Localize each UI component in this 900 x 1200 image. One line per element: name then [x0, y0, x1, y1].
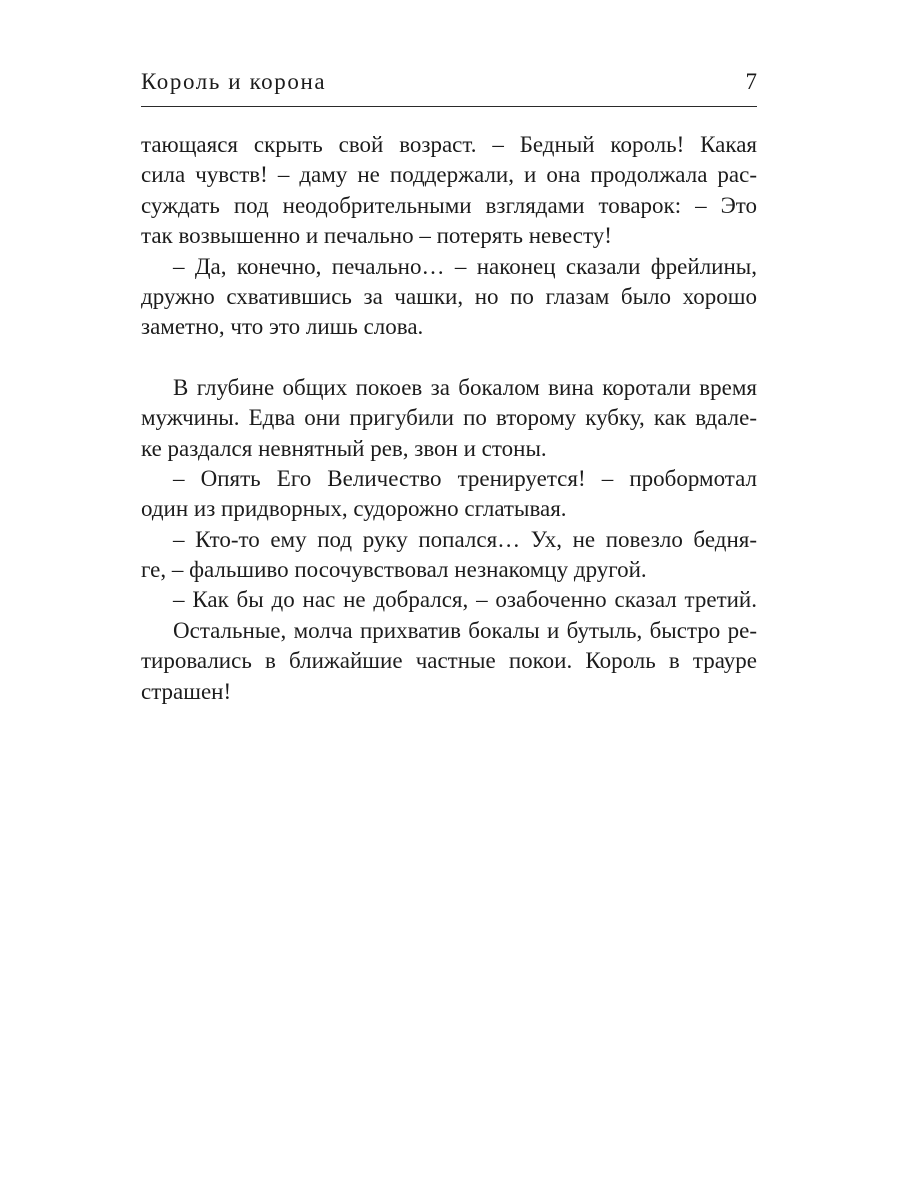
- paragraph-1: [141, 130, 757, 252]
- text-line: сила чувств! – даму не поддержали, и она продолжала рас-: [141, 162, 757, 188]
- paragraph-6: [141, 585, 757, 615]
- paragraph-5: [141, 525, 757, 586]
- text-line: – Как бы до нас не добрался, – озабоченно сказал третий.: [173, 587, 757, 613]
- text-line: В глубине общих покоев за бокалом вина коротали время: [173, 374, 757, 400]
- text-line: – Да, конечно, печально… – наконец сказали фрейлины,: [173, 253, 757, 279]
- text-line: Остальные, молча прихватив бокалы и бутыль, быстро ре-: [173, 617, 757, 643]
- text-line: дружно схватившись за чашки, но по глазам было хорошо: [141, 283, 757, 309]
- running-title: Король и корона: [141, 69, 327, 94]
- text-line: тировались в ближайшие частные покои. Король в трауре: [141, 648, 757, 674]
- body-text: [141, 130, 757, 707]
- text-line: – Опять Его Величество тренируется! – пробормотал: [173, 465, 757, 491]
- text-line: страшен!: [141, 678, 232, 704]
- paragraph-4: [141, 464, 757, 525]
- header-rule: [141, 106, 757, 107]
- page-number: 7: [745, 69, 757, 94]
- text-line: суждать под неодобрительными взглядами товарок: – Это: [141, 192, 757, 218]
- running-header: [141, 66, 757, 102]
- text-line: заметно, что это лишь слова.: [141, 314, 424, 340]
- paragraph-7: [141, 616, 757, 707]
- text-line: один из придворных, судорожно сглатывая.: [141, 496, 567, 522]
- text-line: ке раздался невнятный рев, звон и стоны.: [141, 435, 547, 461]
- paragraph-2: [141, 252, 757, 343]
- text-line: – Кто-то ему под руку попался… Ух, не повезло бедня-: [173, 526, 757, 552]
- text-line: так возвышенно и печально – потерять невесту!: [141, 223, 612, 249]
- section-break: [141, 343, 757, 373]
- text-line: ге, – фальшиво посочувствовал незнакомцу другой.: [141, 557, 647, 583]
- text-line: тающаяся скрыть свой возраст. – Бедный король! Какая: [141, 132, 757, 157]
- text-line: мужчины. Едва они пригубили по второму кубку, как вдале-: [141, 405, 757, 431]
- paragraph-3: [141, 373, 757, 464]
